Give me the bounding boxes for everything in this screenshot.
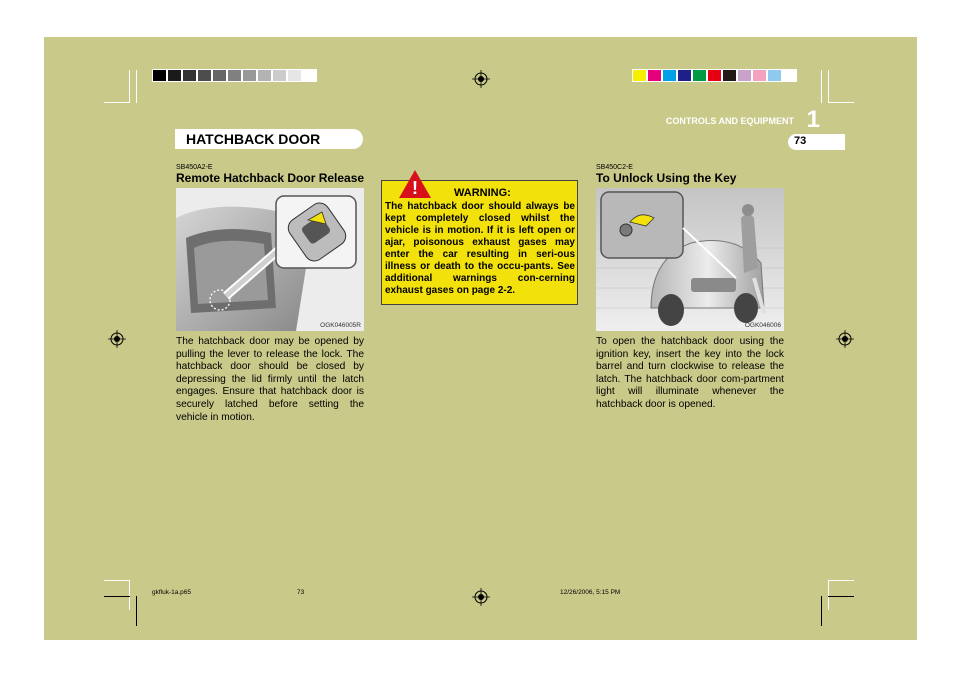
color-swatch <box>707 69 722 82</box>
warning-box <box>381 180 578 305</box>
grayscale-swatch <box>182 69 197 82</box>
grayscale-swatch <box>272 69 287 82</box>
figure-caption: OGK046006 <box>744 322 781 329</box>
grayscale-swatch <box>257 69 272 82</box>
crop-mark <box>828 70 829 103</box>
footer-timestamp: 12/26/2006, 5:15 PM <box>560 589 621 596</box>
section-heading: To Unlock Using the Key <box>596 171 737 185</box>
color-swatch <box>722 69 737 82</box>
registration-mark-icon <box>472 588 490 606</box>
body-paragraph: The hatchback door may be opened by pulling the lever to release the lock. The hatchback door should be closed by depressing the lid firmly until the latch engages. Ensure that hatchback door is securely latched before setting the vehicle in motion. <box>176 336 364 423</box>
color-calibration-bar <box>632 69 797 82</box>
footer-page: 73 <box>297 589 305 596</box>
color-swatch <box>647 69 662 82</box>
grayscale-swatch <box>227 69 242 82</box>
crop-mark <box>104 102 130 103</box>
color-swatch <box>752 69 767 82</box>
warning-title: WARNING: <box>454 187 511 199</box>
crop-mark <box>136 70 137 103</box>
section-code: SB450C2-E <box>596 164 633 171</box>
crop-mark <box>828 580 854 581</box>
crop-mark <box>136 596 137 626</box>
warning-triangle-icon <box>398 169 432 199</box>
grayscale-swatch <box>302 69 317 82</box>
crop-mark <box>828 102 854 103</box>
key-unlock-figure <box>596 188 784 331</box>
color-swatch <box>677 69 692 82</box>
crop-mark <box>104 596 130 597</box>
svg-text:!: ! <box>412 178 418 198</box>
page-background <box>44 37 917 640</box>
page-number: 73 <box>794 135 807 147</box>
color-swatch <box>662 69 677 82</box>
color-swatch <box>767 69 782 82</box>
chapter-number: 1 <box>806 106 820 133</box>
footer-filename: gkfluk-1a.p65 <box>152 589 192 596</box>
section-heading: Remote Hatchback Door Release <box>176 171 365 185</box>
crop-mark <box>129 70 130 103</box>
grayscale-swatch <box>242 69 257 82</box>
crop-mark <box>821 596 822 626</box>
color-swatch <box>782 69 797 82</box>
grayscale-swatch <box>152 69 167 82</box>
registration-mark-icon <box>836 330 854 348</box>
grayscale-swatch <box>287 69 302 82</box>
door-release-figure <box>176 188 364 331</box>
color-swatch <box>737 69 752 82</box>
color-swatch <box>692 69 707 82</box>
registration-mark-icon <box>108 330 126 348</box>
section-title: HATCHBACK DOOR <box>186 131 321 147</box>
figure-caption: OGK046005R <box>320 322 361 329</box>
grayscale-swatch <box>197 69 212 82</box>
chapter-label: CONTROLS AND EQUIPMENT <box>665 116 794 126</box>
crop-mark <box>828 596 854 597</box>
warning-text: The hatchback door should always be kept completely closed whilst the vehicle is in motion. If it is left open or ajar, poisonous exhaust gases may enter the car resulting in seri-ous illness or death to the occu-pants. See additional warnings con-cerning exhaust gases on page 2-2. <box>385 201 575 296</box>
grayscale-swatch <box>167 69 182 82</box>
grayscale-calibration-bar <box>152 69 317 82</box>
crop-mark <box>129 580 130 610</box>
crop-mark <box>828 580 829 610</box>
body-paragraph: To open the hatchback door using the ignition key, insert the key into the lock barrel and turn clockwise to release the latch. The hatchback door com-partment light will illuminate whenever the hatchback door is opened. <box>596 336 784 410</box>
page-number-tab <box>788 134 845 150</box>
crop-mark <box>821 70 822 103</box>
grayscale-swatch <box>212 69 227 82</box>
section-code: SB450A2-E <box>176 164 213 171</box>
registration-mark-icon <box>472 70 490 88</box>
section-title-tab <box>175 129 363 149</box>
color-swatch <box>632 69 647 82</box>
crop-mark <box>104 580 130 581</box>
